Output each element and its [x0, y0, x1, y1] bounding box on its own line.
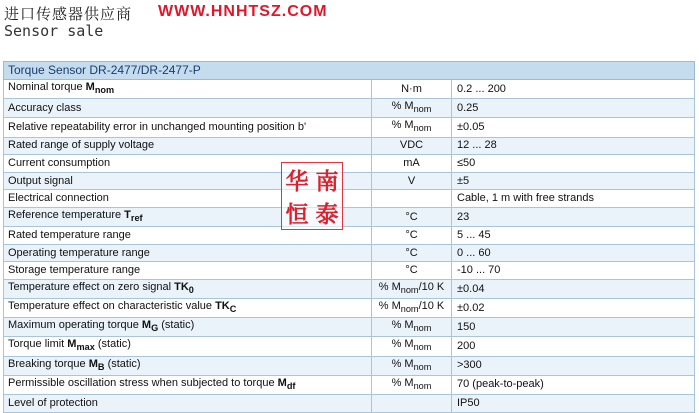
- unit-subscript: nom: [413, 342, 432, 353]
- param-symbol: M: [141, 319, 152, 332]
- unit-label: % M: [391, 338, 414, 351]
- param-subscript: 0: [188, 285, 194, 296]
- table-row: [4, 279, 695, 298]
- seal-char: 恒: [285, 201, 309, 228]
- value-cell: 12 ... 28: [452, 137, 695, 155]
- unit-subscript: nom: [400, 285, 419, 296]
- unit-label: N·m: [401, 82, 422, 95]
- param-tail: (static): [158, 319, 195, 332]
- unit-cell: [372, 244, 452, 262]
- company-seal: [281, 162, 343, 230]
- table-row: [4, 190, 695, 208]
- param-cell: [4, 356, 372, 375]
- table-row: [4, 227, 695, 245]
- unit-cell: [372, 155, 452, 173]
- unit-cell: [372, 299, 452, 318]
- value-cell: 0.2 ... 200: [452, 80, 695, 99]
- spec-table: [3, 61, 695, 413]
- unit-subscript: nom: [413, 104, 432, 115]
- param-label: Temperature effect on zero signal: [8, 280, 175, 293]
- subtitle: Sensor sale: [4, 22, 104, 40]
- value-cell: ±0.02: [452, 299, 695, 318]
- value-cell: 0 ... 60: [452, 244, 695, 262]
- unit-cell: [372, 190, 452, 208]
- param-symbol: T: [124, 208, 131, 221]
- value-cell: -10 ... 70: [452, 262, 695, 280]
- table-title-row: [4, 62, 695, 80]
- table-row: [4, 375, 695, 394]
- unit-label: % M: [378, 280, 401, 293]
- unit-subscript: nom: [413, 381, 432, 392]
- param-cell: [4, 279, 372, 298]
- param-label: Rated temperature range: [8, 228, 131, 241]
- unit-cell: [372, 375, 452, 394]
- unit-cell: [372, 118, 452, 137]
- param-label: Nominal torque: [8, 81, 86, 93]
- unit-cell: [372, 137, 452, 155]
- value-cell: IP50: [452, 395, 695, 413]
- chinese-title: 进口传感器供应商: [4, 5, 133, 23]
- unit-label: % M: [391, 119, 414, 132]
- param-cell: [4, 318, 372, 337]
- unit-tail: /10 K: [418, 280, 445, 293]
- table-row: [4, 172, 695, 190]
- unit-cell: [372, 279, 452, 298]
- unit-label: V: [407, 174, 416, 187]
- value-cell: ±0.05: [452, 118, 695, 137]
- table-row: [4, 262, 695, 280]
- param-subscript: max: [76, 342, 95, 353]
- table-row: [4, 395, 695, 413]
- param-cell: [4, 299, 372, 318]
- unit-subscript: nom: [413, 323, 432, 334]
- value-cell: >300: [452, 356, 695, 375]
- param-symbol: M: [277, 376, 287, 389]
- param-label: Breaking torque: [8, 357, 89, 370]
- unit-subscript: nom: [413, 123, 432, 134]
- param-label: Torque limit: [8, 338, 68, 351]
- unit-label: VDC: [399, 139, 424, 152]
- param-label: Operating temperature range: [8, 246, 150, 259]
- seal-char: 泰: [315, 201, 339, 228]
- param-label: Permissible oscillation stress when subjected to torque: [8, 376, 278, 389]
- param-cell: [4, 137, 372, 155]
- param-label: Temperature effect on characteristic value: [8, 300, 216, 313]
- seal-char: 华: [285, 168, 309, 195]
- param-cell: [4, 395, 372, 413]
- value-cell: 150: [452, 318, 695, 337]
- table-row: [4, 244, 695, 262]
- param-symbol: TK: [174, 280, 189, 293]
- unit-label: °C: [405, 210, 418, 223]
- value-cell: 0.25: [452, 99, 695, 118]
- unit-label: °C: [405, 246, 418, 259]
- value-cell: ±0.04: [452, 279, 695, 298]
- unit-subscript: nom: [413, 361, 432, 372]
- value-cell: 200: [452, 337, 695, 356]
- unit-label: % M: [391, 357, 414, 370]
- param-label: Accuracy class: [8, 101, 82, 114]
- unit-cell: [372, 99, 452, 118]
- param-tail: (static): [104, 357, 141, 370]
- param-subscript: C: [229, 304, 237, 315]
- param-subscript: nom: [94, 85, 115, 96]
- table-row: [4, 99, 695, 118]
- table-row: [4, 80, 695, 99]
- param-cell: [4, 99, 372, 118]
- unit-cell: [372, 395, 452, 413]
- table-row: [4, 337, 695, 356]
- param-tail: (static): [94, 338, 131, 351]
- value-cell: ±5: [452, 172, 695, 190]
- unit-subscript: nom: [400, 304, 419, 315]
- param-label: Output signal: [8, 174, 73, 187]
- param-subscript: df: [286, 381, 296, 392]
- param-symbol: M: [67, 338, 77, 351]
- param-label: Current consumption: [8, 156, 111, 169]
- table-row: [4, 118, 695, 137]
- unit-label: °C: [405, 264, 418, 277]
- table-row: [4, 318, 695, 337]
- param-label: Storage temperature range: [8, 264, 141, 277]
- param-symbol: M: [85, 81, 95, 93]
- param-cell: [4, 118, 372, 137]
- unit-cell: [372, 318, 452, 337]
- param-cell: [4, 337, 372, 356]
- param-label: Maximum operating torque: [8, 319, 142, 332]
- param-symbol: TK: [215, 300, 230, 313]
- table-row: [4, 299, 695, 318]
- unit-cell: [372, 172, 452, 190]
- seal-char: 南: [315, 168, 339, 195]
- param-subscript: B: [97, 361, 105, 372]
- unit-cell: [372, 356, 452, 375]
- unit-cell: [372, 80, 452, 99]
- value-cell: 23: [452, 207, 695, 226]
- value-cell: ≤50: [452, 155, 695, 173]
- unit-label: % M: [391, 319, 414, 332]
- param-label: Rated range of supply voltage: [8, 139, 155, 152]
- unit-label: °C: [405, 228, 418, 241]
- value-cell: 5 ... 45: [452, 227, 695, 245]
- unit-cell: [372, 337, 452, 356]
- param-label: Relative repeatability error in unchanged mounting position b': [8, 120, 307, 133]
- param-cell: [4, 80, 372, 99]
- table-row: [4, 207, 695, 226]
- param-label: Reference temperature: [8, 208, 125, 221]
- unit-cell: [372, 207, 452, 226]
- unit-cell: [372, 227, 452, 245]
- param-symbol: M: [88, 357, 98, 370]
- param-label: Electrical connection: [8, 192, 109, 205]
- value-cell: 70 (peak-to-peak): [452, 375, 695, 394]
- website-url[interactable]: WWW.HNHTSZ.COM: [158, 3, 328, 20]
- param-cell: [4, 244, 372, 262]
- table-row: [4, 137, 695, 155]
- unit-cell: [372, 262, 452, 280]
- unit-tail: /10 K: [418, 300, 445, 313]
- table-row: [4, 356, 695, 375]
- param-subscript: ref: [130, 213, 143, 224]
- param-label: Level of protection: [8, 396, 98, 409]
- unit-label: % M: [378, 300, 401, 313]
- unit-label: mA: [403, 156, 420, 169]
- unit-label: % M: [391, 100, 414, 113]
- table-row: [4, 155, 695, 173]
- param-cell: [4, 375, 372, 394]
- value-cell: Cable, 1 m with free strands: [452, 190, 695, 208]
- unit-label: % M: [391, 376, 414, 389]
- table-title: Torque Sensor DR-2477/DR-2477-P: [4, 62, 695, 80]
- param-cell: [4, 262, 372, 280]
- param-subscript: G: [151, 323, 159, 334]
